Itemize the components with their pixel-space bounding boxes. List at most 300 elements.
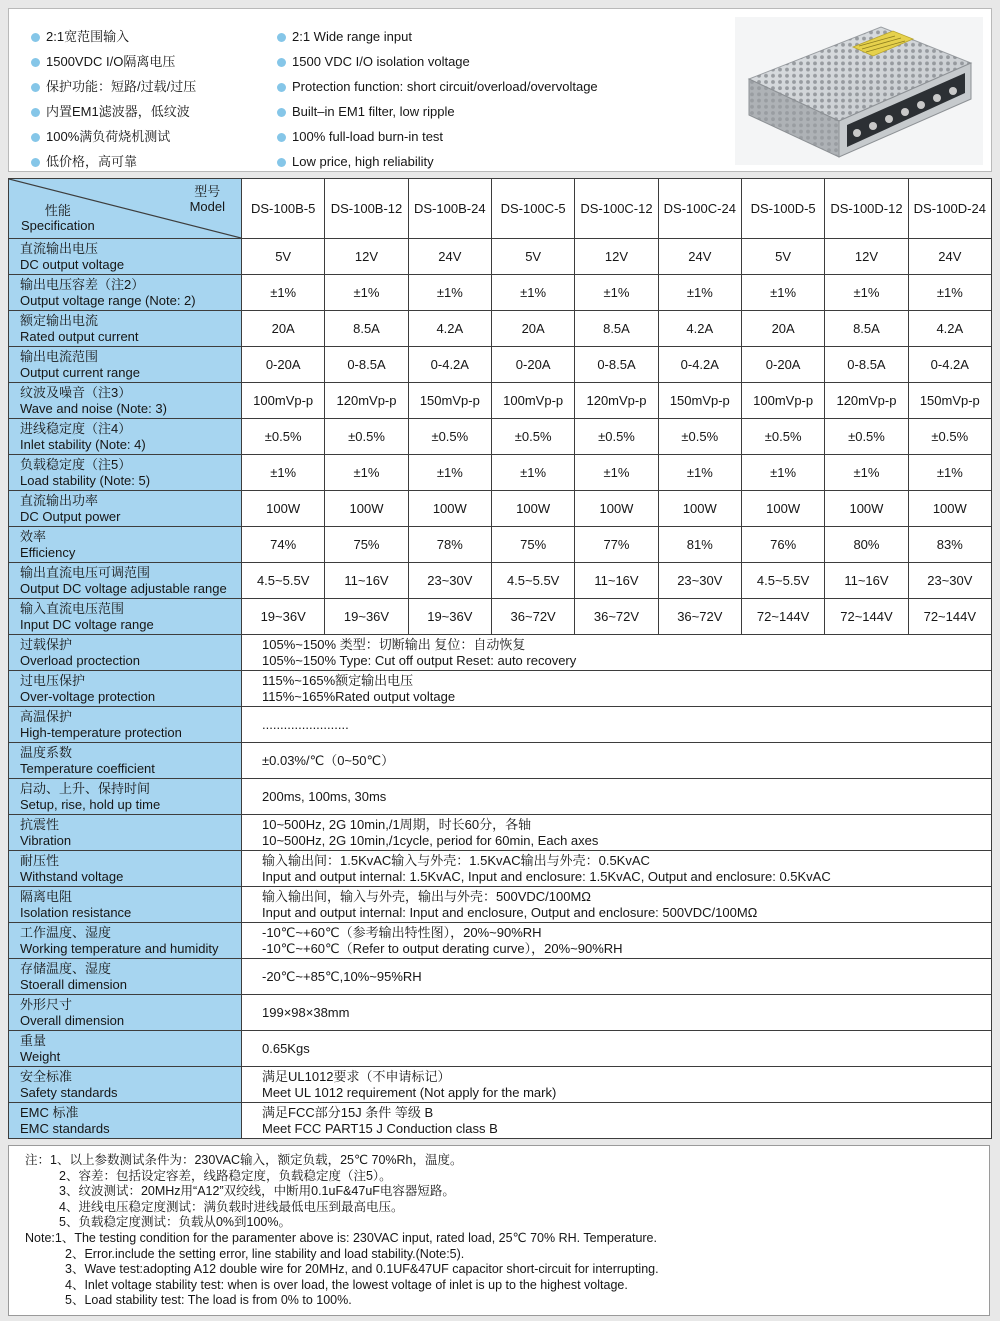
row-label-en: Working temperature and humidity [20, 940, 219, 956]
value-line: Input and output internal: Input and enclosure, Output and enclosure: 500VDC/100MΩ [262, 904, 758, 920]
value-cell: 100mVp-p [242, 383, 325, 419]
value-cell: 72~144V [741, 599, 824, 635]
feature-item [31, 74, 196, 99]
row-label [9, 923, 242, 959]
spec-row [9, 599, 992, 635]
feature-item [31, 124, 196, 149]
row-label [9, 851, 242, 887]
value-line: 满足FCC部分15J 条件 等级 B [262, 1105, 434, 1120]
value-cell: 100W [741, 491, 824, 527]
row-label-en: EMC standards [20, 1120, 110, 1136]
value-cell: 23~30V [408, 563, 491, 599]
value-cell: ±1% [908, 275, 991, 311]
row-label-zh: 工作温度、湿度 [20, 925, 112, 940]
value-cell: 100W [491, 491, 574, 527]
value-cell: ±1% [408, 275, 491, 311]
row-label-en: DC Output power [20, 508, 121, 524]
model-header: DS-100B-24 [408, 179, 491, 239]
spec-row [9, 815, 992, 851]
feature-item [31, 24, 196, 49]
value-cell: 81% [658, 527, 741, 563]
value-cell: 100W [242, 491, 325, 527]
corner-spec-en: Specification [21, 218, 95, 233]
bullet-icon [277, 58, 286, 67]
row-label-zh: 重量 [20, 1033, 47, 1048]
value-cell-span [242, 959, 992, 995]
row-label [9, 527, 242, 563]
row-label-en: Rated output current [20, 328, 139, 344]
value-cell: ±1% [325, 455, 408, 491]
value-cell: 100W [658, 491, 741, 527]
value-cell-span [242, 707, 992, 743]
feature-item [277, 74, 598, 99]
notes-en [25, 1231, 981, 1309]
value-line: -10℃~+60℃（参考输出特性图），20%~90%RH [262, 925, 542, 940]
value-cell: 0-4.2A [408, 347, 491, 383]
value-cell: ±1% [325, 275, 408, 311]
spec-row [9, 347, 992, 383]
value-cell: ±0.5% [658, 419, 741, 455]
model-header: DS-100B-12 [325, 179, 408, 239]
spec-row [9, 419, 992, 455]
value-line: 满足UL1012要求（不申请标记） [262, 1069, 451, 1084]
value-cell: 100W [575, 491, 658, 527]
value-cell-span [242, 851, 992, 887]
features-list-zh [31, 24, 196, 174]
value-cell: ±0.5% [741, 419, 824, 455]
bullet-icon [277, 133, 286, 142]
row-label-zh: 效率 [20, 529, 47, 544]
row-label [9, 887, 242, 923]
note-line: 5、负载稳定度测试：负载从0%到100%。 [59, 1215, 291, 1230]
spec-row [9, 743, 992, 779]
row-label-zh: 输出电压容差（注2） [20, 277, 145, 292]
model-header: DS-100D-12 [825, 179, 908, 239]
value-cell: 100W [325, 491, 408, 527]
feature-text: Protection function: short circuit/overload/overvoltage [292, 79, 598, 94]
feature-text: 1500 VDC I/O isolation voltage [292, 54, 470, 69]
power-supply-image [735, 17, 983, 165]
model-header: DS-100C-5 [491, 179, 574, 239]
row-label [9, 599, 242, 635]
row-label-zh: 启动、上升、保持时间 [20, 781, 151, 796]
feature-item [31, 49, 196, 74]
features-section [8, 8, 992, 172]
spec-row [9, 1067, 992, 1103]
note-line: 4、进线电压稳定度测试：满负载时进线最低电压到最高电压。 [59, 1199, 404, 1214]
row-label-en: Stoerall dimension [20, 976, 127, 992]
value-line: 200ms, 100ms, 30ms [262, 788, 387, 804]
value-cell: 150mVp-p [658, 383, 741, 419]
value-cell: 0-20A [491, 347, 574, 383]
spec-row [9, 779, 992, 815]
table-corner [9, 179, 242, 239]
spec-row [9, 671, 992, 707]
spec-row [9, 959, 992, 995]
value-line: 10~500Hz, 2G 10min,/1cycle, period for 60min, Each axes [262, 832, 599, 848]
value-cell: 19~36V [242, 599, 325, 635]
value-line: 115%~165%Rated output voltage [262, 688, 456, 704]
value-cell-span [242, 1103, 992, 1139]
note-line: Note:1、The testing condition for the paramenter above is: 230VAC input, rated load, 25℃ 70% RH. Temperature. [25, 1230, 657, 1245]
feature-text: Low price, high reliability [292, 154, 434, 169]
value-cell: 77% [575, 527, 658, 563]
row-label-zh: 耐压性 [20, 853, 60, 868]
value-cell: ±1% [741, 275, 824, 311]
value-line: -10℃~+60℃（Refer to output derating curve），20%~90%RH [262, 940, 623, 956]
row-label-zh: EMC 标准 [20, 1105, 79, 1120]
value-cell: 76% [741, 527, 824, 563]
spec-row [9, 491, 992, 527]
row-label-en: Output DC voltage adjustable range [20, 580, 227, 596]
feature-text: 保护功能：短路/过载/过压 [46, 79, 197, 94]
row-label-zh: 过电压保护 [20, 673, 86, 688]
row-label-zh: 外形尺寸 [20, 997, 73, 1012]
feature-text: 1500VDC I/O隔离电压 [46, 54, 176, 69]
row-label-zh: 输入直流电压范围 [20, 601, 125, 616]
feature-item [277, 124, 598, 149]
value-cell: 20A [491, 311, 574, 347]
spec-row [9, 995, 992, 1031]
value-cell: ±1% [658, 455, 741, 491]
corner-model-zh: 型号 [194, 184, 221, 199]
value-cell: 8.5A [325, 311, 408, 347]
value-cell: 0-8.5A [325, 347, 408, 383]
value-cell-span [242, 815, 992, 851]
feature-text: Built–in EM1 filter, low ripple [292, 104, 455, 119]
value-cell: 12V [825, 239, 908, 275]
value-cell: ±1% [825, 275, 908, 311]
value-cell: 36~72V [658, 599, 741, 635]
value-cell: ±0.5% [242, 419, 325, 455]
note-line: 2、容差：包括设定容差，线路稳定度，负载稳定度（注5）。 [59, 1168, 392, 1183]
row-label [9, 959, 242, 995]
value-cell: 100W [908, 491, 991, 527]
bullet-icon [31, 83, 40, 92]
spec-row [9, 563, 992, 599]
value-cell: 120mVp-p [575, 383, 658, 419]
spec-row [9, 383, 992, 419]
value-cell-span [242, 779, 992, 815]
value-cell-span [242, 995, 992, 1031]
value-cell: 100mVp-p [491, 383, 574, 419]
value-cell: 0-20A [741, 347, 824, 383]
spec-row [9, 527, 992, 563]
value-line: Meet FCC PART15 J Conduction class B [262, 1120, 498, 1136]
value-cell: ±1% [491, 455, 574, 491]
row-label-zh: 输出电流范围 [20, 349, 99, 364]
value-cell: ±0.5% [491, 419, 574, 455]
spec-row [9, 1031, 992, 1067]
value-cell-span [242, 923, 992, 959]
value-cell: 23~30V [908, 563, 991, 599]
value-line: ±0.03%/℃（0~50℃） [262, 752, 395, 768]
model-header-row [9, 179, 992, 239]
row-label-en: Overall dimension [20, 1012, 125, 1028]
spec-row [9, 311, 992, 347]
notes-section [8, 1145, 990, 1316]
value-cell: ±1% [575, 275, 658, 311]
row-label-en: Inlet stability (Note: 4) [20, 436, 146, 452]
feature-text: 内置EM1滤波器，低纹波 [46, 104, 190, 119]
value-cell: ±1% [491, 275, 574, 311]
value-cell: ±1% [908, 455, 991, 491]
value-cell-span [242, 1031, 992, 1067]
row-label-en: Withstand voltage [20, 868, 124, 884]
row-label [9, 671, 242, 707]
value-cell: 120mVp-p [825, 383, 908, 419]
row-label [9, 275, 242, 311]
value-cell: 72~144V [825, 599, 908, 635]
row-label-en: Safety standards [20, 1084, 118, 1100]
value-line: 输入输出间，输入与外壳，输出与外壳：500VDC/100MΩ [262, 889, 591, 904]
model-header: DS-100B-5 [242, 179, 325, 239]
value-cell: ±1% [741, 455, 824, 491]
row-label-en: Efficiency [20, 544, 76, 560]
value-cell: 20A [741, 311, 824, 347]
row-label-en: Isolation resistance [20, 904, 132, 920]
value-cell: ±1% [575, 455, 658, 491]
spec-row [9, 239, 992, 275]
value-cell: 24V [408, 239, 491, 275]
value-cell: 4.5~5.5V [491, 563, 574, 599]
row-label [9, 1103, 242, 1139]
value-cell: 24V [908, 239, 991, 275]
row-label-zh: 过载保护 [20, 637, 73, 652]
value-cell: 0-20A [242, 347, 325, 383]
model-header: DS-100C-24 [658, 179, 741, 239]
value-cell: 75% [491, 527, 574, 563]
row-label-en: Over-voltage protection [20, 688, 156, 704]
value-cell: 8.5A [825, 311, 908, 347]
row-label [9, 419, 242, 455]
row-label-zh: 纹波及噪音（注3） [20, 385, 132, 400]
row-label-zh: 负载稳定度（注5） [20, 457, 132, 472]
row-label-en: Wave and noise (Note: 3) [20, 400, 167, 416]
value-cell: 11~16V [825, 563, 908, 599]
corner-spec-zh: 性能 [44, 203, 71, 218]
value-cell: 5V [491, 239, 574, 275]
value-cell: 0-8.5A [575, 347, 658, 383]
row-label [9, 1031, 242, 1067]
row-label-en: Vibration [20, 832, 72, 848]
value-cell: 75% [325, 527, 408, 563]
model-header: DS-100D-5 [741, 179, 824, 239]
value-cell: 83% [908, 527, 991, 563]
value-line: ........................ [262, 716, 349, 732]
bullet-icon [277, 108, 286, 117]
spec-row [9, 923, 992, 959]
row-label-en: Input DC voltage range [20, 616, 154, 632]
value-cell: 24V [658, 239, 741, 275]
row-label-zh: 抗震性 [20, 817, 60, 832]
value-cell: 36~72V [575, 599, 658, 635]
value-cell: 23~30V [658, 563, 741, 599]
value-line: 105%~150% 类型：切断输出 复位：自动恢复 [262, 637, 526, 652]
feature-item [31, 149, 196, 174]
value-cell-span [242, 1067, 992, 1103]
row-label [9, 743, 242, 779]
feature-text: 2:1 Wide range input [292, 29, 412, 44]
note-line: 2、Error.include the setting error, line stability and load stability.(Note:5). [65, 1246, 465, 1261]
value-cell: ±1% [408, 455, 491, 491]
row-label [9, 239, 242, 275]
note-line: 4、Inlet voltage stability test: when is over load, the lowest voltage of inlet is up to the highest voltage. [65, 1277, 628, 1292]
spec-row [9, 455, 992, 491]
corner-model-label [190, 184, 225, 214]
value-cell-span [242, 743, 992, 779]
row-label [9, 995, 242, 1031]
feature-text: 100% full-load burn-in test [292, 129, 444, 144]
feature-item [31, 99, 196, 124]
row-label-en: Output current range [20, 364, 140, 380]
spec-row [9, 707, 992, 743]
row-label-zh: 高温保护 [20, 709, 73, 724]
value-cell: 150mVp-p [408, 383, 491, 419]
row-label-en: DC output voltage [20, 256, 125, 272]
bullet-icon [31, 108, 40, 117]
note-line: 5、Load stability test: The load is from 0% to 100%. [65, 1293, 352, 1308]
product-photo [735, 17, 983, 165]
value-cell-span [242, 635, 992, 671]
row-label-zh: 输出直流电压可调范围 [20, 565, 151, 580]
value-cell: 4.5~5.5V [242, 563, 325, 599]
value-cell: 8.5A [575, 311, 658, 347]
value-line: 115%~165%额定输出电压 [262, 673, 414, 688]
value-cell: 0-8.5A [825, 347, 908, 383]
feature-text: 低价格，高可靠 [46, 154, 138, 169]
value-cell: ±1% [242, 455, 325, 491]
value-cell-span [242, 671, 992, 707]
corner-model-en: Model [189, 199, 225, 214]
value-cell: 19~36V [408, 599, 491, 635]
note-line: 3、纹波测试：20MHz用“A12”双绞线，中断用0.1uF&47uF电容器短路。 [59, 1184, 455, 1199]
row-label [9, 815, 242, 851]
row-label-zh: 温度系数 [20, 745, 73, 760]
row-label-en: Weight [20, 1048, 61, 1064]
value-line: Meet UL 1012 requirement (Not apply for the mark) [262, 1084, 557, 1100]
row-label-en: Output voltage range (Note: 2) [20, 292, 196, 308]
value-cell: ±0.5% [825, 419, 908, 455]
spec-row [9, 635, 992, 671]
bullet-icon [277, 83, 286, 92]
row-label [9, 707, 242, 743]
row-label-en: High-temperature protection [20, 724, 182, 740]
value-cell: 72~144V [908, 599, 991, 635]
value-cell: 36~72V [491, 599, 574, 635]
notes-zh [25, 1153, 981, 1231]
spec-row [9, 887, 992, 923]
row-label [9, 491, 242, 527]
bullet-icon [31, 158, 40, 167]
value-cell: ±0.5% [408, 419, 491, 455]
note-line: 3、Wave test:adopting A12 double wire for 20MHz, and 0.1UF&47UF capacitor short-circuit for interrupting. [65, 1262, 659, 1277]
value-cell: 5V [242, 239, 325, 275]
row-label [9, 455, 242, 491]
value-cell: ±1% [825, 455, 908, 491]
spec-table [8, 178, 992, 1139]
value-line: 10~500Hz, 2G 10min,/1周期，时长60分，各轴 [262, 817, 532, 832]
value-cell: 4.2A [408, 311, 491, 347]
corner-spec-label [21, 203, 95, 233]
value-cell: 20A [242, 311, 325, 347]
feature-item [277, 99, 598, 124]
value-line: 105%~150% Type: Cut off output Reset: auto recovery [262, 652, 577, 668]
value-cell: 150mVp-p [908, 383, 991, 419]
bullet-icon [277, 158, 286, 167]
spec-row [9, 275, 992, 311]
value-cell: 0-4.2A [658, 347, 741, 383]
row-label-en: Setup, rise, hold up time [20, 796, 161, 812]
value-cell: ±1% [242, 275, 325, 311]
feature-text: 2:1宽范围输入 [46, 29, 130, 44]
value-cell: 100W [408, 491, 491, 527]
value-cell: 74% [242, 527, 325, 563]
value-cell: 4.2A [908, 311, 991, 347]
value-line: 输入输出间：1.5KvAC输入与外壳：1.5KvAC输出与外壳：0.5KvAC [262, 853, 650, 868]
bullet-icon [277, 33, 286, 42]
feature-item [277, 49, 598, 74]
row-label-zh: 直流输出电压 [20, 241, 99, 256]
value-cell: 100mVp-p [741, 383, 824, 419]
value-cell: 5V [741, 239, 824, 275]
row-label [9, 1067, 242, 1103]
value-cell: 80% [825, 527, 908, 563]
value-line: Input and output internal: 1.5KvAC, Input and enclosure: 1.5KvAC, Output and enclosure: 0.5KvAC [262, 868, 831, 884]
value-cell-span [242, 887, 992, 923]
value-line: 0.65Kgs [262, 1040, 310, 1056]
value-line: -20℃~+85℃,10%~95%RH [262, 968, 422, 984]
feature-item [277, 24, 598, 49]
row-label-zh: 隔离电阻 [20, 889, 73, 904]
row-label-zh: 进线稳定度（注4） [20, 421, 132, 436]
spec-row [9, 851, 992, 887]
value-cell: 19~36V [325, 599, 408, 635]
row-label [9, 383, 242, 419]
value-cell: ±0.5% [908, 419, 991, 455]
row-label-en: Overload proctection [20, 652, 140, 668]
value-cell: 12V [325, 239, 408, 275]
bullet-icon [31, 58, 40, 67]
value-cell: 0-4.2A [908, 347, 991, 383]
row-label [9, 347, 242, 383]
value-cell: 12V [575, 239, 658, 275]
feature-text: 100%满负荷烧机测试 [46, 129, 171, 144]
features-list-en [277, 24, 598, 174]
row-label-en: Temperature coefficient [20, 760, 155, 776]
row-label [9, 563, 242, 599]
row-label-zh: 额定输出电流 [20, 313, 99, 328]
spec-row [9, 1103, 992, 1139]
value-cell: ±0.5% [325, 419, 408, 455]
row-label-zh: 存储温度、湿度 [20, 961, 112, 976]
value-cell: ±1% [658, 275, 741, 311]
row-label [9, 779, 242, 815]
value-cell: 4.2A [658, 311, 741, 347]
row-label [9, 635, 242, 671]
value-cell: 100W [825, 491, 908, 527]
value-cell: 11~16V [575, 563, 658, 599]
value-cell: 120mVp-p [325, 383, 408, 419]
value-cell: 4.5~5.5V [741, 563, 824, 599]
feature-item [277, 149, 598, 174]
note-line: 注：1、以上参数测试条件为：230VAC输入，额定负载，25℃ 70%Rh，温度。 [25, 1153, 463, 1167]
model-header: DS-100C-12 [575, 179, 658, 239]
value-line: 199×98×38mm [262, 1004, 350, 1020]
row-label-zh: 直流输出功率 [20, 493, 99, 508]
bullet-icon [31, 133, 40, 142]
row-label-zh: 安全标准 [20, 1069, 73, 1084]
